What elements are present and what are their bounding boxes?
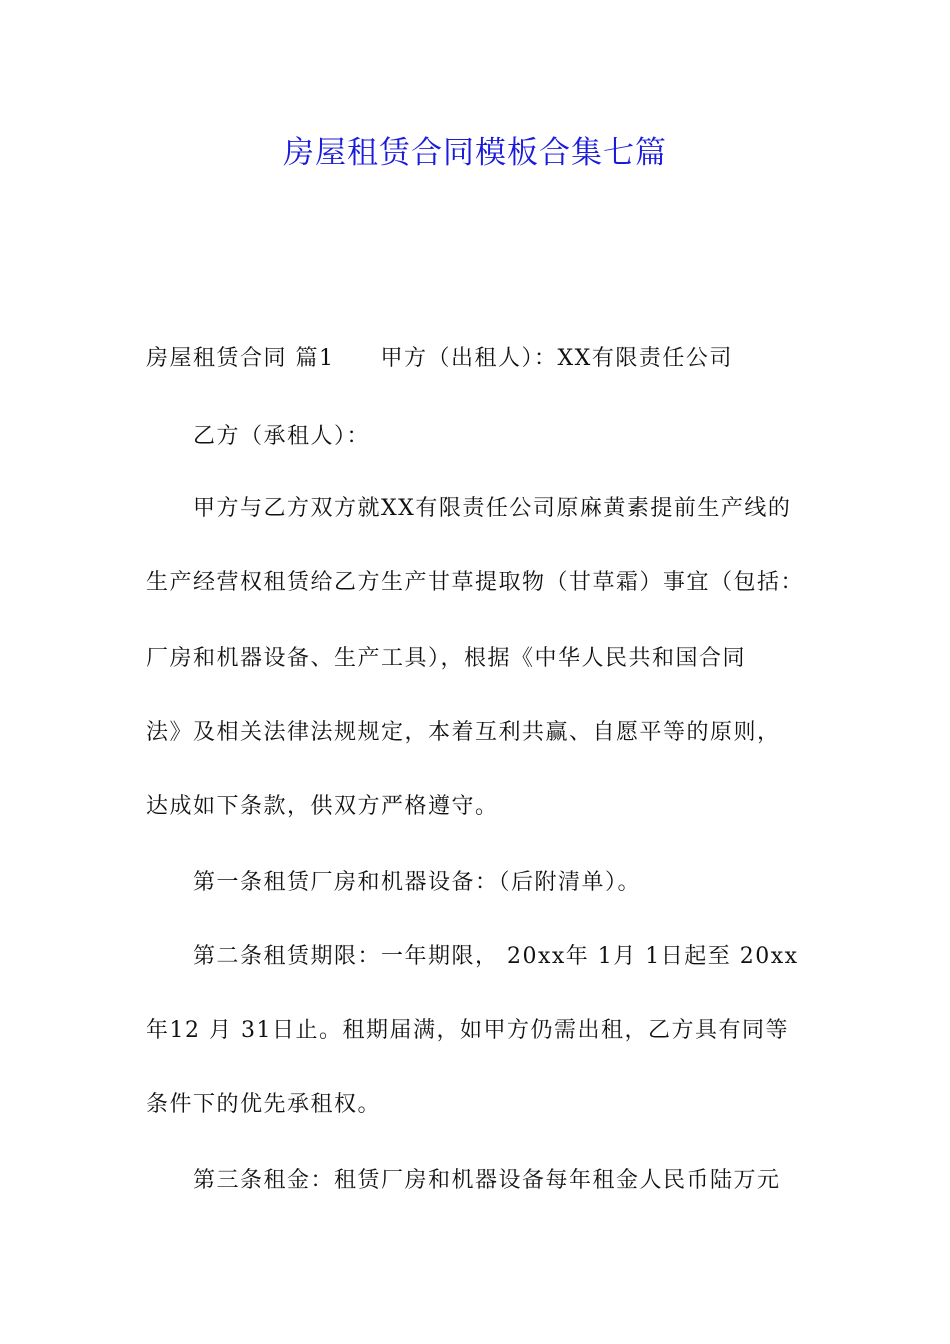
body-paragraph-line: 厂房和机器设备、生产工具），根据《中华人民共和国合同	[146, 646, 747, 671]
party-a-line: 甲方（出租人）：XX有限责任公司	[380, 346, 733, 371]
contract-section-label: 房屋租赁合同 篇1	[146, 346, 335, 371]
body-paragraph-line: 生产经营权租赁给乙方生产甘草提取物（甘草霜）事宜（包括：	[146, 570, 805, 595]
clause-2-continuation: 年12 月 31日止。租期届满，如甲方仍需出租，乙方具有同等	[146, 1018, 789, 1043]
clause-2-continuation: 条件下的优先承租权。	[146, 1092, 382, 1117]
clause-3-line: 第三条租金：租赁厂房和机器设备每年租金人民币陆万元	[193, 1168, 781, 1193]
contract-heading-line	[146, 342, 826, 376]
body-paragraph-line: 达成如下条款，供双方严格遵守。	[146, 794, 499, 819]
body-paragraph-line: 法》及相关法律法规规定，本着互利共赢、自愿平等的原则，	[146, 720, 781, 745]
clause-2-line: 第二条租赁期限：一年期限， 20xx年 1月 1日起至 20xx	[193, 944, 799, 969]
clause-1-line: 第一条租赁厂房和机器设备：（后附清单）。	[193, 870, 642, 895]
body-paragraph-line: 甲方与乙方双方就XX有限责任公司原麻黄素提前生产线的	[193, 496, 792, 521]
document-title: 房屋租赁合同模板合集七篇	[283, 135, 667, 171]
party-b-line: 乙方（承租人）：	[193, 424, 371, 449]
